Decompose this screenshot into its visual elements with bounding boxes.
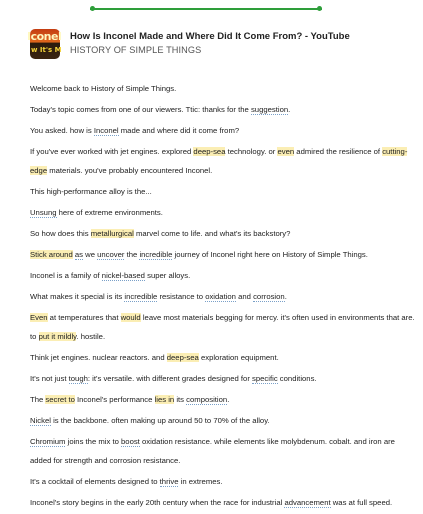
transcript-text: Think jet engines. nuclear reactors. and	[30, 353, 167, 362]
highlighted-phrase[interactable]: would	[120, 313, 141, 322]
thumbnail-bottom-text: w It's M	[31, 46, 62, 54]
vocabulary-word[interactable]: corrosion	[253, 292, 285, 301]
vocabulary-word[interactable]: nickel-based	[101, 271, 145, 280]
transcript-text: journey of Inconel right here on History of Simple Things.	[172, 250, 368, 259]
vocabulary-word[interactable]: Chromium	[30, 437, 66, 446]
highlighted-phrase[interactable]: even	[277, 147, 295, 156]
transcript-text: technology. or	[225, 147, 278, 156]
transcript-line[interactable]	[30, 432, 415, 470]
transcript-text: The	[30, 395, 46, 404]
transcript-text: Today's topic comes from one of our viewers. Ttic: thanks for the	[30, 105, 251, 114]
vocabulary-word[interactable]: tough	[68, 374, 88, 383]
transcript-text: joins the mix to	[65, 437, 122, 446]
highlighted-phrase[interactable]: Even	[30, 313, 48, 322]
transcript-text: conditions.	[277, 374, 317, 383]
transcript-line[interactable]	[30, 493, 415, 512]
channel-name[interactable]: HISTORY OF SIMPLE THINGS	[70, 45, 202, 55]
video-title[interactable]: How Is Inconel Made and Where Did It Come From? - YouTube	[70, 31, 350, 42]
highlighted-phrase[interactable]: cutting-edge	[30, 147, 408, 175]
transcript	[30, 79, 415, 514]
transcript-text: the	[124, 250, 140, 259]
transcript-text: You asked. how is	[30, 126, 94, 135]
transcript-text: Inconel's story begins in the early 20th century when the race for industrial	[30, 498, 285, 507]
transcript-line[interactable]	[30, 369, 415, 388]
vocabulary-word[interactable]: boost	[121, 437, 140, 446]
vocabulary-word[interactable]: thrive	[159, 477, 179, 486]
transcript-text: .	[284, 292, 287, 301]
video-thumbnail[interactable]	[27, 29, 62, 59]
transcript-text: exploration equipment.	[198, 353, 279, 362]
vocabulary-word[interactable]: advancement	[284, 498, 331, 507]
vocabulary-word[interactable]: incredible	[139, 250, 173, 259]
transcript-text: So how does this	[30, 229, 91, 238]
transcript-text: here of extreme environments.	[56, 208, 163, 217]
transcript-text: in extremes.	[178, 477, 223, 486]
vocabulary-word[interactable]: as	[74, 250, 83, 259]
vocabulary-word[interactable]: incredible	[124, 292, 158, 301]
transcript-text: It's a cocktail of elements designed to	[30, 477, 160, 486]
vocabulary-word[interactable]: oxidation	[205, 292, 236, 301]
transcript-line[interactable]	[30, 245, 415, 264]
video-header	[27, 29, 413, 63]
transcript-text: If you've ever worked with jet engines. explored	[30, 147, 194, 156]
vocabulary-word[interactable]: uncover	[97, 250, 125, 259]
vocabulary-word[interactable]: Inconel	[93, 126, 119, 135]
transcript-line[interactable]	[30, 411, 415, 430]
transcript-text: What makes it special is its	[30, 292, 125, 301]
highlighted-phrase[interactable]: put it mildly	[38, 332, 77, 341]
playback-progress-bar[interactable]	[90, 8, 322, 10]
transcript-text: . hostile.	[76, 332, 106, 341]
vocabulary-word[interactable]: composition	[186, 395, 228, 404]
transcript-line[interactable]	[30, 121, 415, 140]
transcript-line[interactable]	[30, 224, 415, 243]
transcript-text: This high-performance alloy is the...	[30, 187, 152, 196]
transcript-text: we	[83, 250, 98, 259]
transcript-text: is the backbone. often making up around 50 to 70% of the alloy.	[50, 416, 270, 425]
highlighted-phrase[interactable]: metallurgical	[90, 229, 134, 238]
progress-knob[interactable]	[90, 6, 95, 11]
highlighted-phrase[interactable]: deep-sea	[193, 147, 226, 156]
transcript-line[interactable]	[30, 203, 415, 222]
transcript-text: : it's versatile. with different grades designed for	[87, 374, 253, 383]
highlighted-phrase[interactable]: secret to	[45, 395, 75, 404]
vocabulary-word[interactable]: suggestion	[250, 105, 289, 114]
transcript-line[interactable]	[30, 266, 415, 285]
transcript-text: was at full speed.	[330, 498, 393, 507]
transcript-text: leave most materials begging for mercy. it's often used in environments that are. to	[30, 313, 415, 341]
vocabulary-word[interactable]: Unsung	[30, 208, 57, 217]
vocabulary-word[interactable]: specific	[252, 374, 278, 383]
transcript-text: super alloys.	[144, 271, 191, 280]
transcript-text: materials. you've probably encountered Inconel.	[47, 166, 213, 175]
transcript-text: marvel come to life. and what's its backstory?	[133, 229, 291, 238]
transcript-text: oxidation resistance. while elements like molybdenum. cobalt. and iron are added for strength and corrosion resistance.	[30, 437, 395, 465]
transcript-text: and	[235, 292, 254, 301]
transcript-text: admired the resilience of	[294, 147, 383, 156]
transcript-text: Inconel is a family of	[30, 271, 102, 280]
highlighted-phrase[interactable]: Stick around	[30, 250, 73, 259]
transcript-text: its	[174, 395, 187, 404]
transcript-text: Inconel's performance	[74, 395, 155, 404]
transcript-line[interactable]	[30, 142, 415, 180]
transcript-text: .	[227, 395, 230, 404]
transcript-line[interactable]	[30, 287, 415, 306]
transcript-line[interactable]	[30, 390, 415, 409]
highlighted-phrase[interactable]: deep-sea	[166, 353, 199, 362]
transcript-line[interactable]	[30, 182, 415, 201]
highlighted-phrase[interactable]: lies in	[154, 395, 175, 404]
transcript-line[interactable]	[30, 308, 415, 346]
transcript-line[interactable]	[30, 100, 415, 119]
transcript-line[interactable]	[30, 348, 415, 367]
thumbnail-top-text: Iconel	[27, 30, 62, 43]
transcript-text: resistance to	[157, 292, 206, 301]
progress-handle[interactable]	[317, 6, 322, 11]
transcript-text: at temperatures that	[47, 313, 121, 322]
transcript-line[interactable]	[30, 472, 415, 491]
transcript-text: Welcome back to History of Simple Things.	[30, 84, 177, 93]
transcript-text: .	[288, 105, 291, 114]
transcript-text: made and where did it come from?	[118, 126, 240, 135]
transcript-line[interactable]	[30, 79, 415, 98]
vocabulary-word[interactable]: Nickel	[30, 416, 51, 425]
transcript-text: It's not just	[30, 374, 69, 383]
